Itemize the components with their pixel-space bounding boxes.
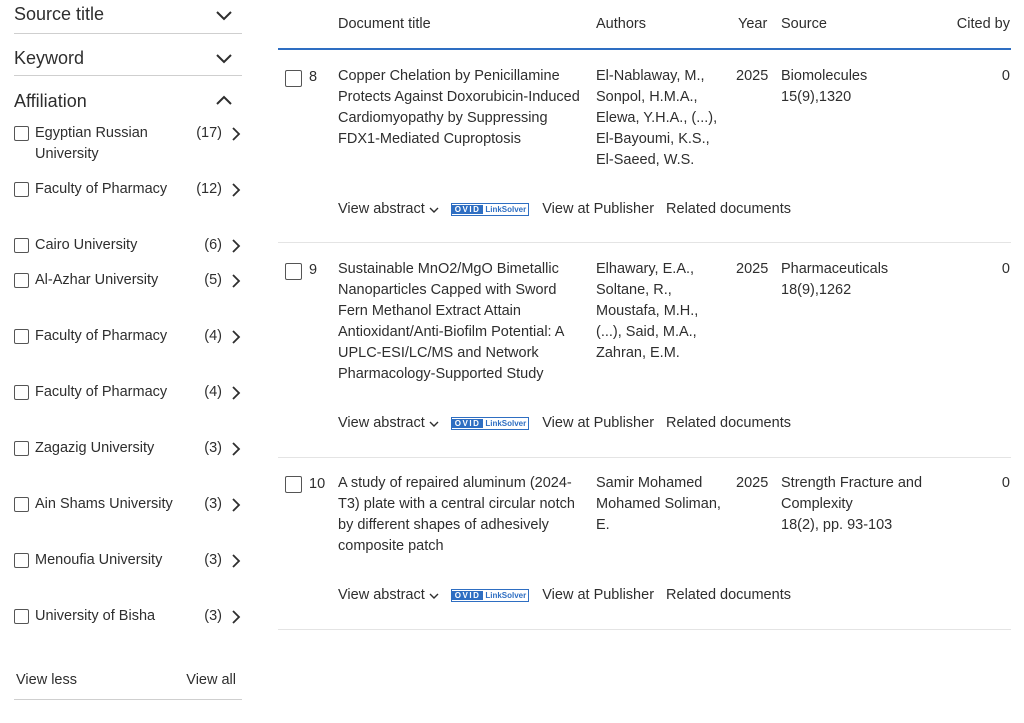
year: 2025 [736, 68, 769, 84]
row-number: 8 [309, 69, 318, 85]
affiliation-item [14, 273, 242, 329]
affiliation-count: (5) [204, 272, 222, 288]
facet-label: Keyword [14, 47, 85, 68]
cited-by-count[interactable]: 0 [1001, 475, 1010, 491]
row-actions [338, 199, 791, 220]
affiliation-count: (6) [204, 237, 222, 253]
affiliation-label[interactable]: University of Bisha [35, 608, 156, 624]
affiliation-label[interactable]: Al-Azhar University [35, 272, 159, 288]
facet-source-title[interactable] [14, 0, 242, 34]
affiliation-count: (3) [204, 552, 222, 568]
view-abstract-label: View abstract [338, 587, 425, 603]
affiliation-item [14, 553, 242, 609]
table-row [278, 243, 1011, 458]
view-abstract-button[interactable] [338, 413, 439, 434]
related-documents-link[interactable]: Related documents [666, 415, 791, 431]
view-abstract-label: View abstract [338, 201, 425, 217]
chevron-right-icon[interactable] [230, 609, 242, 625]
affiliation-label[interactable]: Faculty of Pharmacy [35, 181, 168, 197]
affiliation-label[interactable]: Faculty of Pharmacy [35, 384, 168, 400]
row-checkbox[interactable] [285, 263, 302, 280]
affiliation-label[interactable]: Ain Shams University [35, 496, 173, 512]
affiliation-item [14, 385, 242, 441]
affiliation-checkbox[interactable] [14, 182, 29, 197]
affiliation-count: (3) [204, 440, 222, 456]
chevron-down-icon [213, 4, 235, 26]
affiliation-checkbox[interactable] [14, 553, 29, 568]
authors[interactable]: Samir Mohamed Mohamed Soliman, E. [596, 475, 721, 533]
row-number: 10 [309, 476, 326, 492]
authors[interactable]: El-Nablaway, M., Sonpol, H.M.A., Elewa, Y.H.A., (...), El-Bayoumi, K.S., El-Saeed, W.S. [596, 68, 718, 168]
facet-label: Affiliation [14, 90, 87, 111]
results-table [278, 0, 1011, 630]
chevron-down-icon [429, 206, 439, 214]
table-header [278, 0, 1011, 50]
year: 2025 [736, 261, 769, 277]
row-checkbox[interactable] [285, 476, 302, 493]
affiliation-checkbox[interactable] [14, 609, 29, 624]
chevron-right-icon[interactable] [230, 126, 242, 142]
table-row [278, 50, 1011, 243]
affiliation-checkbox[interactable] [14, 329, 29, 344]
chevron-right-icon[interactable] [230, 553, 242, 569]
affiliation-count: (3) [204, 608, 222, 624]
ovid-linksolver-logo[interactable]: OVID LinkSolver [451, 417, 529, 430]
authors[interactable]: Elhawary, E.A., Soltane, R., Moustafa, M.H., (...), Said, M.A., Zahran, E.M. [596, 261, 699, 361]
facet-keyword[interactable] [14, 41, 242, 76]
row-checkbox[interactable] [285, 70, 302, 87]
chevron-down-icon [429, 420, 439, 428]
affiliation-checkbox[interactable] [14, 497, 29, 512]
row-actions [338, 585, 791, 606]
affiliation-item [14, 609, 242, 665]
row-number: 9 [309, 262, 318, 278]
affiliation-count: (12) [196, 181, 222, 197]
view-at-publisher-link[interactable]: View at Publisher [542, 587, 655, 603]
column-header-year[interactable]: Year [738, 16, 768, 32]
related-documents-link[interactable]: Related documents [666, 587, 791, 603]
chevron-right-icon[interactable] [230, 329, 242, 345]
table-row [278, 458, 1011, 630]
chevron-right-icon[interactable] [230, 385, 242, 401]
affiliation-checkbox[interactable] [14, 238, 29, 253]
affiliation-checkbox[interactable] [14, 126, 29, 141]
chevron-right-icon[interactable] [230, 238, 242, 254]
chevron-down-icon [213, 47, 235, 69]
column-header-title[interactable]: Document title [338, 16, 431, 32]
ovid-linksolver-logo[interactable]: OVID LinkSolver [451, 203, 529, 216]
chevron-up-icon [213, 90, 235, 112]
affiliation-label[interactable]: Faculty of Pharmacy [35, 328, 168, 344]
document-title-link[interactable]: Sustainable MnO2/MgO Bimetallic Nanoparticles Capped with Sword Fern Methanol Extract Attain Antioxidant/Anti-Biofilm Potential: A UPLC-ESI/LC/MS and Network Pharmacology-Supported Study [338, 261, 564, 382]
source[interactable]: Biomolecules 15(9),1320 [781, 68, 868, 105]
column-header-cited-by[interactable]: Cited by [956, 16, 1010, 32]
affiliation-label[interactable]: Menoufia University [35, 552, 163, 568]
column-header-authors[interactable]: Authors [596, 16, 646, 32]
affiliation-count: (4) [204, 328, 222, 344]
affiliation-item [14, 126, 242, 182]
facet-label: Source title [14, 4, 105, 24]
source[interactable]: Strength Fracture and Complexity 18(2), pp. 93-103 [781, 475, 923, 533]
affiliation-item [14, 497, 242, 553]
affiliation-item [14, 441, 242, 497]
chevron-right-icon[interactable] [230, 441, 242, 457]
document-title-link[interactable]: A study of repaired aluminum (2024-T3) plate with a central circular notch by different shapes of adhesively composite patch [338, 475, 575, 554]
view-at-publisher-link[interactable]: View at Publisher [542, 415, 655, 431]
view-less-link[interactable]: View less [16, 672, 77, 688]
chevron-right-icon[interactable] [230, 182, 242, 198]
affiliation-list [14, 126, 242, 665]
affiliation-count: (17) [196, 125, 222, 141]
ovid-linksolver-logo[interactable]: OVID LinkSolver [451, 589, 529, 602]
affiliation-label[interactable]: Zagazig University [35, 440, 155, 456]
affiliation-item [14, 238, 242, 273]
affiliation-checkbox[interactable] [14, 441, 29, 456]
affiliation-label[interactable]: Egyptian Russian University [35, 125, 148, 162]
affiliation-checkbox[interactable] [14, 385, 29, 400]
view-abstract-button[interactable] [338, 199, 439, 220]
affiliation-item [14, 182, 242, 238]
view-abstract-button[interactable] [338, 585, 439, 606]
affiliation-label[interactable]: Cairo University [35, 237, 138, 253]
filter-sidebar [14, 0, 242, 688]
chevron-right-icon[interactable] [230, 273, 242, 289]
view-abstract-label: View abstract [338, 415, 425, 431]
row-actions [338, 413, 791, 434]
view-all-link[interactable]: View all [186, 672, 236, 688]
related-documents-link[interactable]: Related documents [666, 201, 791, 217]
chevron-right-icon[interactable] [230, 497, 242, 513]
cited-by-count[interactable]: 0 [1001, 68, 1010, 84]
affiliation-count: (4) [204, 384, 222, 400]
source[interactable]: Pharmaceuticals 18(9),1262 [781, 261, 889, 298]
year: 2025 [736, 475, 769, 491]
facet-footer [14, 672, 242, 700]
facet-affiliation[interactable] [14, 84, 242, 118]
document-title-link[interactable]: Copper Chelation by Penicillamine Protects Against Doxorubicin-Induced Cardiomyopathy by Suppressing FDX1-Mediated Cuproptosis [338, 68, 580, 147]
column-header-source[interactable]: Source [781, 16, 827, 32]
view-at-publisher-link[interactable]: View at Publisher [542, 201, 655, 217]
affiliation-item [14, 329, 242, 385]
cited-by-count[interactable]: 0 [1001, 261, 1010, 277]
chevron-down-icon [429, 592, 439, 600]
affiliation-checkbox[interactable] [14, 273, 29, 288]
affiliation-count: (3) [204, 496, 222, 512]
